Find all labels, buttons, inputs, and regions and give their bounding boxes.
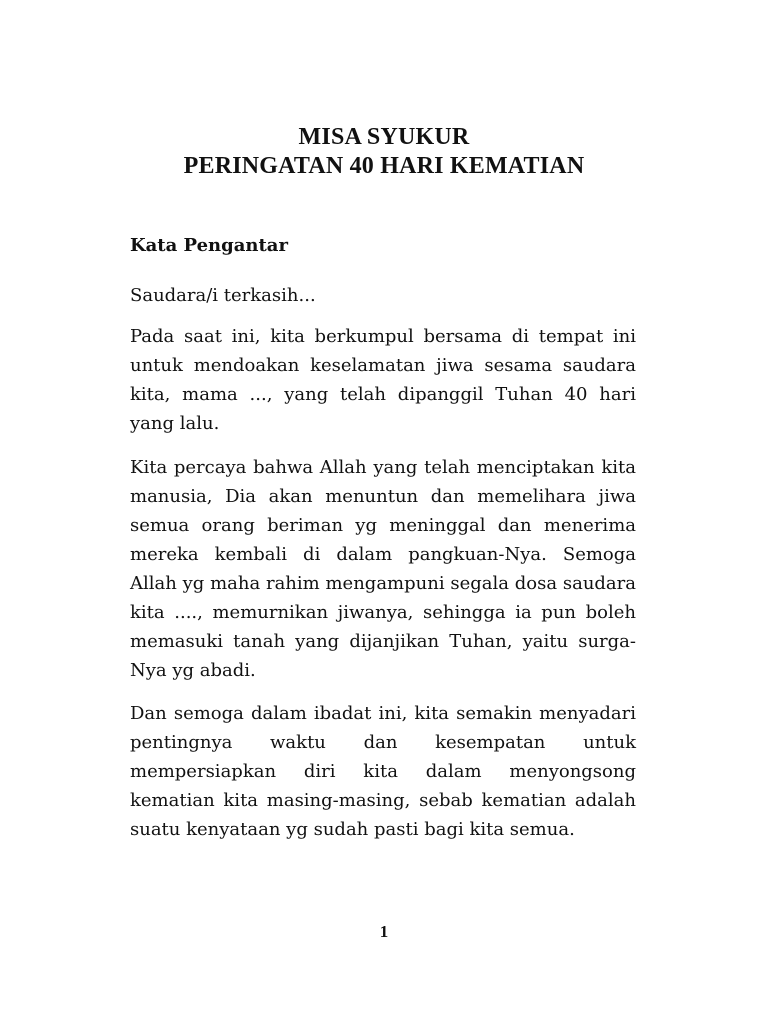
paragraph-2: Kita percaya bahwa Allah yang telah menciptakan kita manusia, Dia akan menuntun dan memelihara jiwa semua orang beriman yg meninggal dan menerima mereka kembali di dalam pangkuan-Nya. Semoga Allah yg maha rahim mengampuni segala dosa saudara kita ...., memurnikan jiwanya, sehingga ia pun boleh memasuki tanah yang dijanjikan Tuhan, yaitu surga-Nya yg abadi. (130, 457, 636, 681)
paragraph-1: Pada saat ini, kita berkumpul bersama di tempat ini untuk mendoakan keselamatan jiwa sesama saudara kita, mama ..., yang telah dipanggil Tuhan 40 hari yang lalu. (130, 326, 636, 434)
greeting-text: Saudara/i terkasih... (130, 285, 316, 306)
page-number: 1 (379, 922, 389, 941)
section-heading: Kata Pengantar (130, 235, 288, 256)
document-title: MISA SYUKUR (298, 124, 470, 150)
paragraph-3: Dan semoga dalam ibadat ini, kita semakin menyadari pentingnya waktu dan kesempatan untuk mempersiapkan diri kita dalam menyongsong kematian kita masing-masing, sebab kematian adalah suatu kenyataan yg sudah pasti bagi kita semua. (130, 703, 636, 840)
document-subtitle: PERINGATAN 40 HARI KEMATIAN (183, 153, 585, 179)
